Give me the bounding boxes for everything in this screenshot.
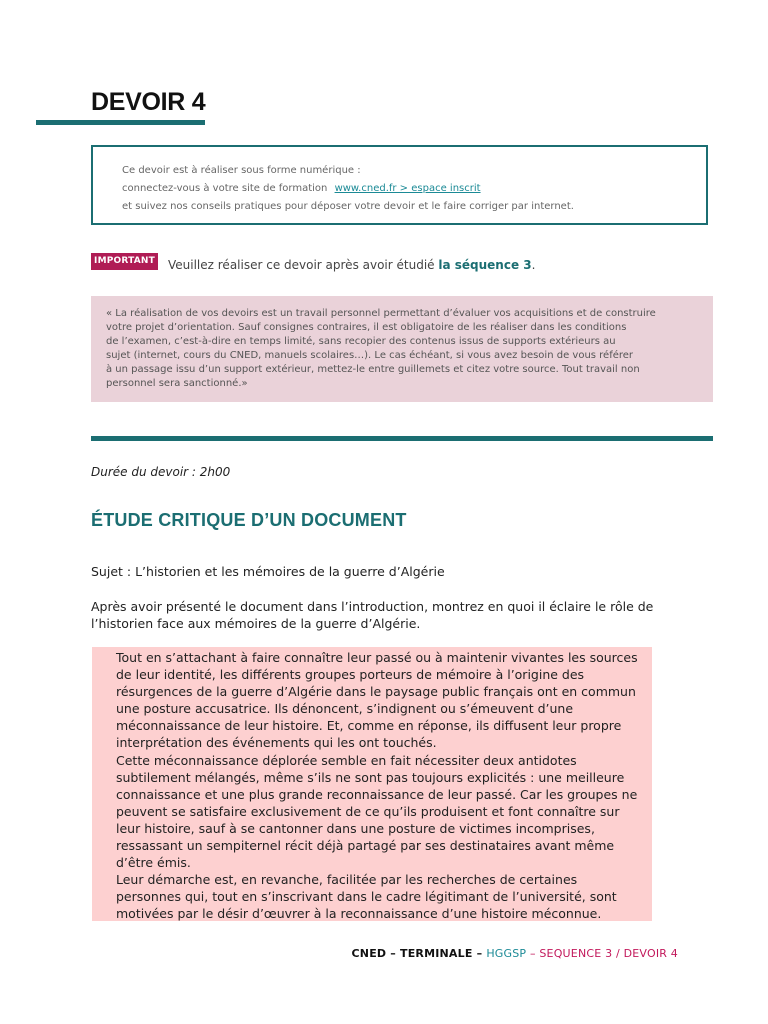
document-line: motivées par le désir d’œuvrer à la reconnaissance d’une histoire méconnue. <box>116 906 602 922</box>
document-line: ressassant un sempiternel récit déjà partagé par ses destinataires avant même <box>116 838 615 854</box>
quote-line: « La réalisation de vos devoirs est un travail personnel permettant d’évaluer vos acquisitions et de construire <box>106 308 656 319</box>
instruction-line: l’historien face aux mémoires de la guerre d’Algérie. <box>91 616 421 631</box>
important-sequence: la séquence 3 <box>438 258 532 272</box>
document-line: leur histoire, sauf à se cantonner dans une posture de victimes incomprises, <box>116 820 595 836</box>
document-line: connaissance et une plus grande reconnaissance de leur passé. Car les groupes ne <box>116 786 638 802</box>
document-line: une posture accusatrice. Ils dénoncent, s’indignent ou s’émeuvent d’une <box>116 701 574 717</box>
instruction-line: Après avoir présenté le document dans l’introduction, montrez en quoi il éclaire le rôle de <box>91 599 654 614</box>
info-line-2-text: connectez-vous à votre site de formation <box>122 183 328 194</box>
document-line: Leur démarche est, en revanche, facilitée par les recherches de certaines <box>116 872 578 888</box>
document-line: peuvent se satisfaire exclusivement de ce qu’ils produisent et font connaître sur <box>116 803 620 819</box>
subject-line: Sujet : L’historien et les mémoires de la guerre d’Algérie <box>91 564 445 579</box>
document-excerpt <box>92 647 652 921</box>
info-line-1: Ce devoir est à réaliser sous forme numérique : <box>122 165 361 176</box>
honesty-quote-box <box>91 296 713 402</box>
important-suffix: . <box>531 258 536 272</box>
quote-line: à un passage issu d’un support extérieur, mettez-le entre guillemets et citez votre source. Tout travail non <box>106 364 640 375</box>
section-heading: ÉTUDE CRITIQUE D’UN DOCUMENT <box>91 510 407 530</box>
quote-line: de l’examen, c’est-à-dire en temps limité, sans recopier des contenus issus de supports extérieurs au <box>106 336 616 347</box>
footer-subject: HGGSP <box>486 947 527 960</box>
footer-sequence: – SEQUENCE 3 / DEVOIR 4 <box>526 947 678 960</box>
important-badge: IMPORTANT <box>91 253 158 270</box>
title-underline <box>36 120 205 125</box>
info-line-2 <box>122 180 706 198</box>
document-line: subtilement mélangés, même s’ils ne sont pas toujours explicités : une meilleure <box>116 769 625 785</box>
important-text: Veuillez réaliser ce devoir après avoir étudié <box>168 258 439 272</box>
document-line: résurgences de la guerre d’Algérie dans le paysage public français ont en commun <box>116 684 636 700</box>
quote-line: sujet (internet, cours du CNED, manuels scolaires…). Le cas échéant, si vous avez besoin de vous référer <box>106 350 634 361</box>
document-line: interprétation des événements qui les ont touchés. <box>116 735 437 751</box>
document-line: personnes qui, tout en s’inscrivant dans le cadre légitimant de l’université, sont <box>116 889 617 905</box>
document-line: Tout en s’attachant à faire connaître leur passé ou à maintenir vivantes les sources <box>116 650 638 665</box>
espace-inscrit-link[interactable]: www.cned.fr > espace inscrit <box>334 183 481 194</box>
quote-line: personnel sera sanctionné.» <box>106 378 248 389</box>
document-line: d’être émis. <box>116 855 191 871</box>
section-separator <box>91 436 713 441</box>
info-box <box>91 145 708 225</box>
footer-cned: CNED – TERMINALE – <box>351 947 487 960</box>
instruction-paragraph <box>91 598 691 632</box>
page-footer <box>352 947 678 960</box>
page-title: DEVOIR 4 <box>91 88 206 116</box>
important-notice <box>168 258 535 272</box>
info-line-3: et suivez nos conseils pratiques pour déposer votre devoir et le faire corriger par internet. <box>122 201 574 212</box>
document-line: Cette méconnaissance déplorée semble en fait nécessiter deux antidotes <box>116 752 577 768</box>
document-line: de leur identité, les différents groupes porteurs de mémoire à l’origine des <box>116 667 585 683</box>
quote-line: votre projet d’orientation. Sauf consignes contraires, il est obligatoire de les réaliser dans les conditions <box>106 322 627 333</box>
duration-text: Durée du devoir : 2h00 <box>91 465 231 479</box>
document-line: méconnaissance de leur histoire. Et, comme en réponse, ils diffusent leur propre <box>116 718 622 734</box>
